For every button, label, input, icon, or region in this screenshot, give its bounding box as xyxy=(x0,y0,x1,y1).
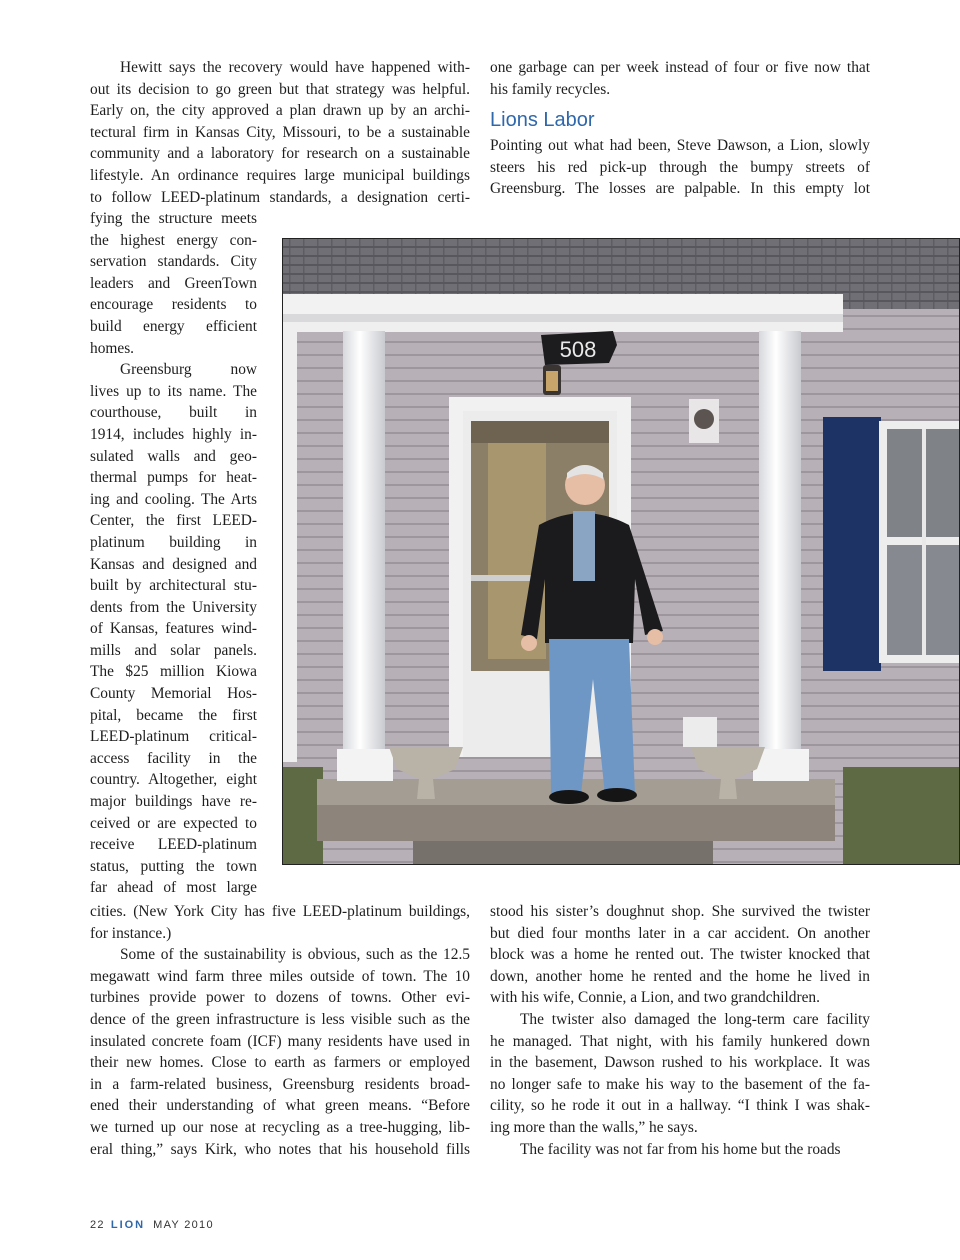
text-line: down, another home he rented and the home he lived in xyxy=(490,967,870,985)
text-line: block was a home he rented out. The twister knocked that xyxy=(490,946,870,964)
shutter xyxy=(823,417,881,671)
text-line: servation standards. City xyxy=(90,253,257,271)
text-line: with his wife, Connie, a Lion, and two grandchildren. xyxy=(490,989,820,1007)
text-line: cility, so he rode it out in a hallway. “I think I was shak- xyxy=(490,1097,870,1115)
text-line: insulated concrete foam (ICF) many residents have used in xyxy=(90,1032,470,1050)
text-line: stood his sister’s doughnut shop. She survived the twister xyxy=(490,903,870,920)
text-line: ing more than the walls,” he says. xyxy=(490,1118,698,1136)
text-line: status, putting the town xyxy=(90,857,257,875)
house-number: 508 xyxy=(559,337,597,362)
text-line: major buildings have re- xyxy=(90,793,257,811)
text-line: his family recycles. xyxy=(490,80,611,98)
text-line: the highest energy con- xyxy=(90,231,257,249)
text-line: tectural firm in Kansas City, Missouri, to be a sustainable xyxy=(90,123,470,141)
text-line: lifestyle. An ordinance requires large municipal buildings xyxy=(90,166,470,184)
text-line: to follow LEED-platinum standards, a designation certi- xyxy=(90,188,470,206)
text-line: sulated walls and geo- xyxy=(90,447,257,465)
text-line: platinum building in xyxy=(90,533,257,551)
text-line: thermal pumps for heat- xyxy=(90,469,257,487)
text-line: country. Altogether, eight xyxy=(90,771,257,789)
text-line: Greensburg. The losses are palpable. In this empty lot xyxy=(490,180,870,198)
text-line: for instance.) xyxy=(90,924,172,942)
text-line: ened their understanding of what green means. “Before xyxy=(90,1097,470,1115)
text-line: ceived or are expected to xyxy=(90,814,257,832)
left-column-bottom xyxy=(90,901,470,1160)
text-line: access facility in the xyxy=(90,749,257,767)
section-heading: Lions Labor xyxy=(490,109,595,132)
text-line: leaders and GreenTown xyxy=(90,274,257,292)
text-line: Kansas and designed and xyxy=(90,555,257,573)
text-line: one garbage can per week instead of four or five now that xyxy=(490,59,870,76)
magazine-name: LION xyxy=(110,1219,146,1231)
text-line: The facility was not far from his home but the roads xyxy=(520,1140,841,1158)
text-line: The $25 million Kiowa xyxy=(90,663,257,681)
text-line: megawatt wind farm three miles outside of town. The 10 xyxy=(90,967,470,985)
left-column-wrapped-text xyxy=(90,208,257,899)
text-line: cities. (New York City has five LEED-platinum buildings, xyxy=(90,903,470,920)
text-line: dents from the University xyxy=(90,598,257,616)
text-line: built by architectural stu- xyxy=(90,577,257,595)
right-column-top xyxy=(490,57,870,200)
left-column-top xyxy=(90,57,470,208)
text-line: far ahead of most large xyxy=(90,879,257,897)
text-line: in a farm-related business, Greensburg residents broad- xyxy=(90,1075,470,1093)
text-line: County Memorial Hos- xyxy=(90,685,257,703)
page-footer xyxy=(90,1219,214,1231)
text-line: community and a laboratory for research on a sustainable xyxy=(90,145,470,163)
issue-date: MAY 2010 xyxy=(153,1219,214,1231)
text-line: but died four months later in a car accident. On another xyxy=(490,924,870,942)
text-line: we turned up our nose at recycling as a tree-hugging, lib- xyxy=(90,1118,470,1136)
text-line: no longer safe to make his way to the basement of the fa- xyxy=(490,1075,870,1093)
text-line: turbines provide power to dozens of towns. Other evi- xyxy=(90,989,470,1007)
right-column-bottom xyxy=(490,901,870,1160)
text-line: steers his red pick-up through the bumpy streets of xyxy=(490,158,870,176)
text-line: he managed. That night, with his family hunkered down xyxy=(490,1032,870,1050)
page-number: 22 xyxy=(90,1219,105,1231)
text-line: Hewitt says the recovery would have happened with- xyxy=(120,59,470,76)
text-line: Early on, the city approved a plan drawn up by an archi- xyxy=(90,102,470,120)
text-line: Center, the first LEED- xyxy=(90,512,257,530)
text-line: LEED-platinum critical- xyxy=(90,728,257,746)
text-line: homes. xyxy=(90,339,135,357)
text-line: encourage residents to xyxy=(90,296,257,314)
text-line: out its decision to go green but that strategy was helpful. xyxy=(90,80,470,98)
text-line: receive LEED-platinum xyxy=(90,836,257,854)
text-line: eral thing,” says Kirk, who notes that his household fills xyxy=(90,1140,470,1158)
text-line: mills and solar panels. xyxy=(90,641,257,659)
text-line: ing and cooling. The Arts xyxy=(90,490,257,508)
text-line: in the basement, Dawson rushed to his workplace. It was xyxy=(490,1054,870,1072)
text-line: dence of the green infrastructure is less visible such as the xyxy=(90,1010,470,1028)
text-line: Pointing out what had been, Steve Dawson, a Lion, slowly xyxy=(490,137,870,155)
text-line: fying the structure meets xyxy=(90,210,257,227)
text-line: build energy efficient xyxy=(90,317,257,335)
text-line: lives up to its name. The xyxy=(90,382,257,400)
text-line: 1914, includes highly in- xyxy=(90,425,257,443)
text-line: their new homes. Close to earth as farmers or employed xyxy=(90,1054,470,1072)
text-line: The twister also damaged the long-term care facility xyxy=(520,1010,870,1028)
text-line: Some of the sustainability is obvious, such as the 12.5 xyxy=(120,946,470,964)
text-line: pital, became the first xyxy=(90,706,257,724)
text-line: Greensburg now xyxy=(120,361,257,379)
photo-steve-dawson-porch xyxy=(282,238,960,865)
text-line: courthouse, built in xyxy=(90,404,257,422)
text-line: of Kansas, features wind- xyxy=(90,620,257,638)
